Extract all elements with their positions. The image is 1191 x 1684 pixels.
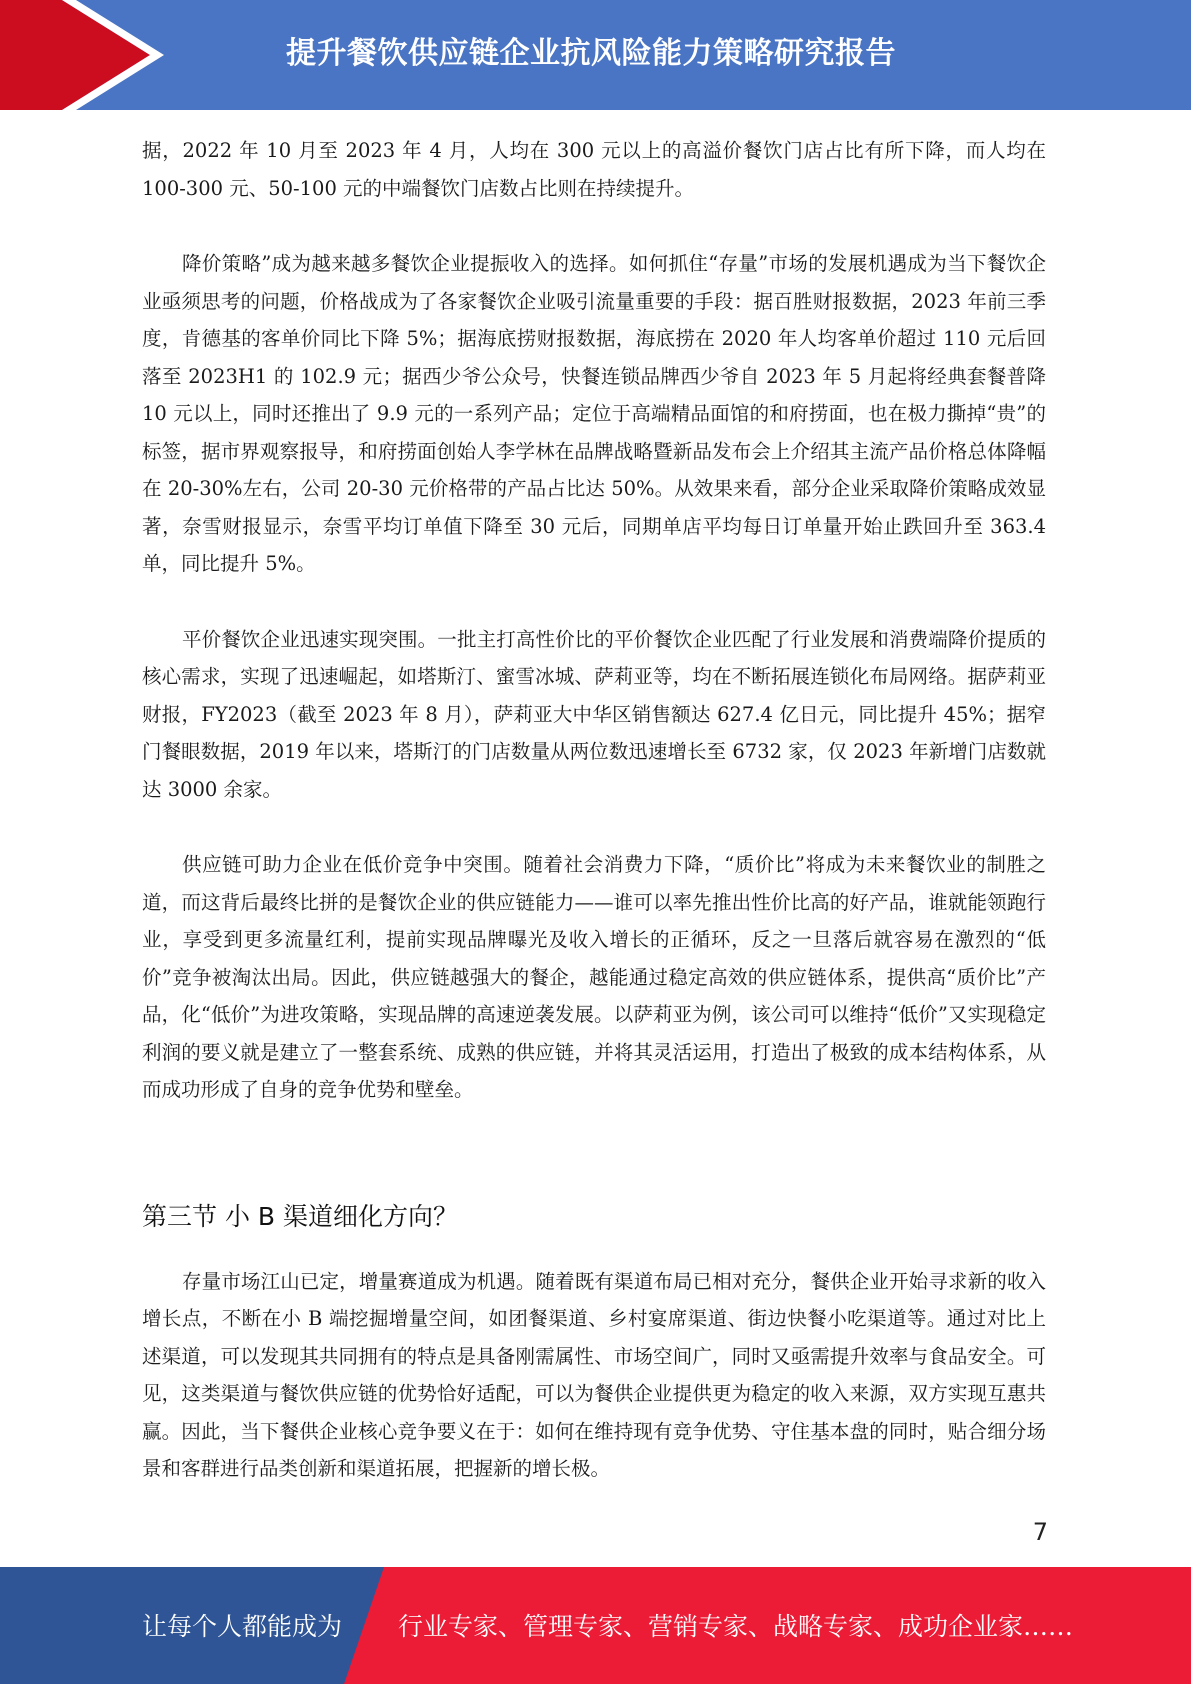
footer-slogan-left: 让每个人都能成为 bbox=[142, 1612, 343, 1641]
body-paragraph-3: 平价餐饮企业迅速实现突围。一批主打高性价比的平价餐饮企业匹配了行业发展和消费端降价提质的核心需求，实现了迅速崛起，如塔斯汀、蜜雪冰城、萨莉亚等，均在不断拓展连锁化布局网络。据萨莉亚财报，FY2023（截至 2023 年 8 月），萨莉亚大中华区销售额达 627.4 亿日元，同比提升 45%；据窄门餐眼数据，2019 年以来，塔斯汀的门店数量从两位数迅速增长至 6732 家，仅 2023 年新增门店数就达 3000 余家。 bbox=[142, 627, 1046, 801]
section-heading: 第三节 小 B 渠道细化方向？ bbox=[142, 1201, 458, 1231]
red-chevron-shape bbox=[0, 0, 150, 110]
page-footer bbox=[0, 1567, 1191, 1684]
footer-slogan-right: 行业专家、管理专家、营销专家、战略专家、成功企业家…… bbox=[398, 1612, 1074, 1641]
body-paragraph-2: 降价策略”成为越来越多餐饮企业提振收入的选择。如何抓住“存量”市场的发展机遇成为当下餐饮企业亟须思考的问题，价格战成为了各家餐饮企业吸引流量重要的手段：据百胜财报数据，2023 年前三季度，肯德基的客单价同比下降 5%；据海底捞财报数据，海底捞在 2020 年人均客单价超过 110 元后回落至 2023H1 的 102.9 元；据西少爷公众号，快餐连锁品牌西少爷自 2023 年 5 月起将经典套餐普降 10 元以上，同时还推出了 9.9 元的一系列产品；定位于高端精品面馆的和府捞面，也在极力撕掉“贵”的标签，据市界观察报导，和府捞面创始人李学林在品牌战略暨新品发布会上介绍其主流产品价格总体降幅在 20-30%左右，公司 20-30 元价格带的产品占比达 50%。从效果来看，部分企业采取降价策略成效显著，奈雪财报显示，奈雪平均订单值下降至 30 元后，同期单店平均每日订单量开始止跌回升至 363.4 单，同比提升 5%。 bbox=[142, 252, 1046, 575]
body-paragraph-4: 供应链可助力企业在低价竞争中突围。随着社会消费力下降，“质价比”将成为未来餐饮业的制胜之道，而这背后最终比拼的是餐饮企业的供应链能力——谁可以率先推出性价比高的好产品，谁就能领跑行业，享受到更多流量红利，提前实现品牌曝光及收入增长的正循环，反之一旦落后就容易在激烈的“低价”竞争被淘汰出局。因此，供应链越强大的餐企，越能通过稳定高效的供应链体系，提供高“质价比”产品，化“低价”为进攻策略，实现品牌的高速逆袭发展。以萨莉亚为例，该公司可以维持“低价”又实现稳定利润的要义就是建立了一整套系统、成熟的供应链，并将其灵活运用，打造出了极致的成本结构体系，从而成功形成了自身的竞争优势和壁垒。 bbox=[142, 853, 1046, 1101]
page-body bbox=[142, 132, 1046, 1526]
body-paragraph-1: 据，2022 年 10 月至 2023 年 4 月，人均在 300 元以上的高溢价餐饮门店占比有所下降，而人均在 100-300 元、50-100 元的中端餐饮门店数占比则在持续提升。 bbox=[142, 139, 1046, 200]
page-header bbox=[0, 0, 1191, 110]
section-paragraph: 存量市场江山已定，增量赛道成为机遇。随着既有渠道布局已相对充分，餐供企业开始寻求新的收入增长点，不断在小 B 端挖掘增量空间，如团餐渠道、乡村宴席渠道、街边快餐小吃渠道等。通过对比上述渠道，可以发现其共同拥有的特点是具备刚需属性、市场空间广，同时又亟需提升效率与食品安全。可见，这类渠道与餐饮供应链的优势恰好适配，可以为餐供企业提供更为稳定的收入来源，双方实现互惠共赢。因此，当下餐供企业核心竞争要义在于：如何在维持现有竞争优势、守住基本盘的同时，贴合细分场景和客群进行品类创新和渠道拓展，把握新的增长极。 bbox=[142, 1269, 1046, 1480]
report-title: 提升餐饮供应链企业抗风险能力策略研究报告 bbox=[286, 36, 896, 71]
page-number: 7 bbox=[1032, 1518, 1048, 1546]
